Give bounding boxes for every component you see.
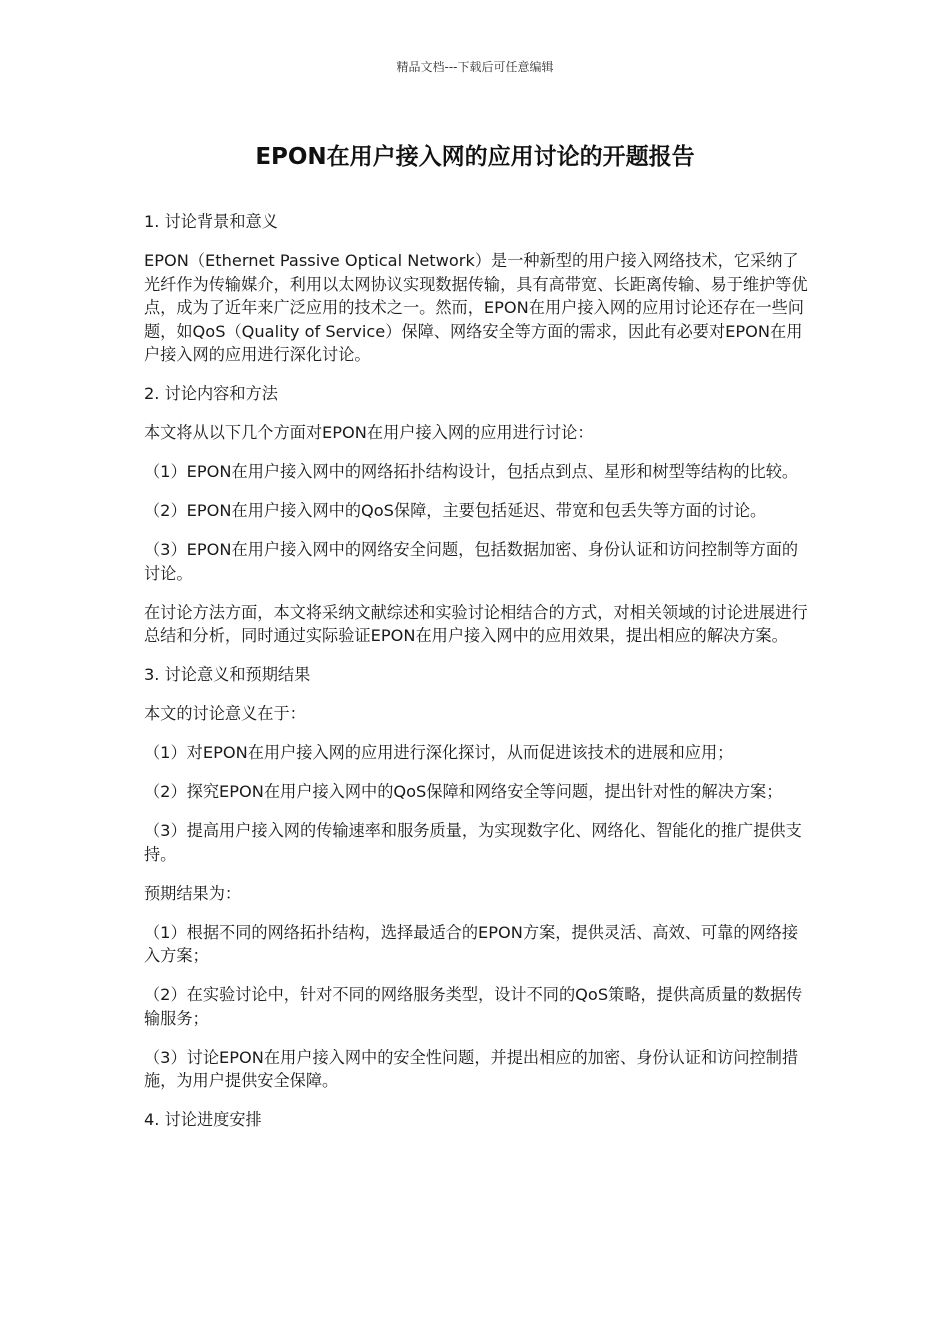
list-item: （1）对EPON在用户接入网的应用进行深化探讨，从而促进该技术的进展和应用；	[144, 743, 734, 762]
paragraph-method: 在讨论方法方面，本文将采纳文献综述和实验讨论相结合的方式，对相关领域的讨论进展进行总结和分析，同时通过实际验证EPON在用户接入网中的应用效果，提出相应的解决方案。	[144, 602, 808, 645]
list-item: （3）EPON在用户接入网中的网络安全问题，包括数据加密、身份认证和访问控制等方面的讨论。	[144, 540, 799, 583]
list-item: （1）EPON在用户接入网中的网络拓扑结构设计，包括点到点、星形和树型等结构的比较。	[144, 462, 799, 481]
section-heading-2: 2. 讨论内容和方法	[144, 384, 278, 403]
list-item: （1）根据不同的网络拓扑结构，选择最适合的EPON方案，提供灵活、高效、可靠的网络接入方案；	[144, 922, 799, 965]
list-item: （2）在实验讨论中，针对不同的网络服务类型，设计不同的QoS策略，提供高质量的数据传输服务；	[144, 985, 803, 1028]
document-title: EPON在用户接入网的应用讨论的开题报告	[255, 144, 695, 170]
paragraph-background: EPON（Ethernet Passive Optical Network）是一种新型的用户接入网络技术，它采纳了光纤作为传输媒介，利用以太网协议实现数据传输，具有高带宽、长距离传输、易于维护等优点，成为了近年来广泛应用的技术之一。然而，EPON在用户接入网的应用讨论还存在一些问题，如QoS（Quality of Service）保障、网络安全等方面的需求，因此有必要对EPON在用户接入网的应用进行深化讨论。	[144, 251, 808, 364]
page-header: 精品文档---下载后可任意编辑	[396, 60, 554, 74]
list-item: （3）讨论EPON在用户接入网中的安全性问题，并提出相应的加密、身份认证和访问控制措施，为用户提供安全保障。	[144, 1047, 799, 1090]
section-heading-3: 3. 讨论意义和预期结果	[144, 665, 311, 684]
list-item: （2）EPON在用户接入网中的QoS保障，主要包括延迟、带宽和包丢失等方面的讨论。	[144, 501, 767, 520]
section-heading-1: 1. 讨论背景和意义	[144, 212, 278, 231]
paragraph-intro: 本文将从以下几个方面对EPON在用户接入网的应用进行讨论：	[144, 423, 594, 442]
section-heading-4: 4. 讨论进度安排	[144, 1110, 262, 1129]
paragraph-expected: 预期结果为：	[144, 883, 242, 903]
document-body	[144, 210, 808, 1147]
paragraph-significance: 本文的讨论意义在于：	[144, 704, 306, 723]
list-item: （2）探究EPON在用户接入网中的QoS保障和网络安全等问题，提出针对性的解决方案；	[144, 782, 783, 801]
list-item: （3）提高用户接入网的传输速率和服务质量，为实现数字化、网络化、智能化的推广提供支持。	[144, 821, 802, 864]
